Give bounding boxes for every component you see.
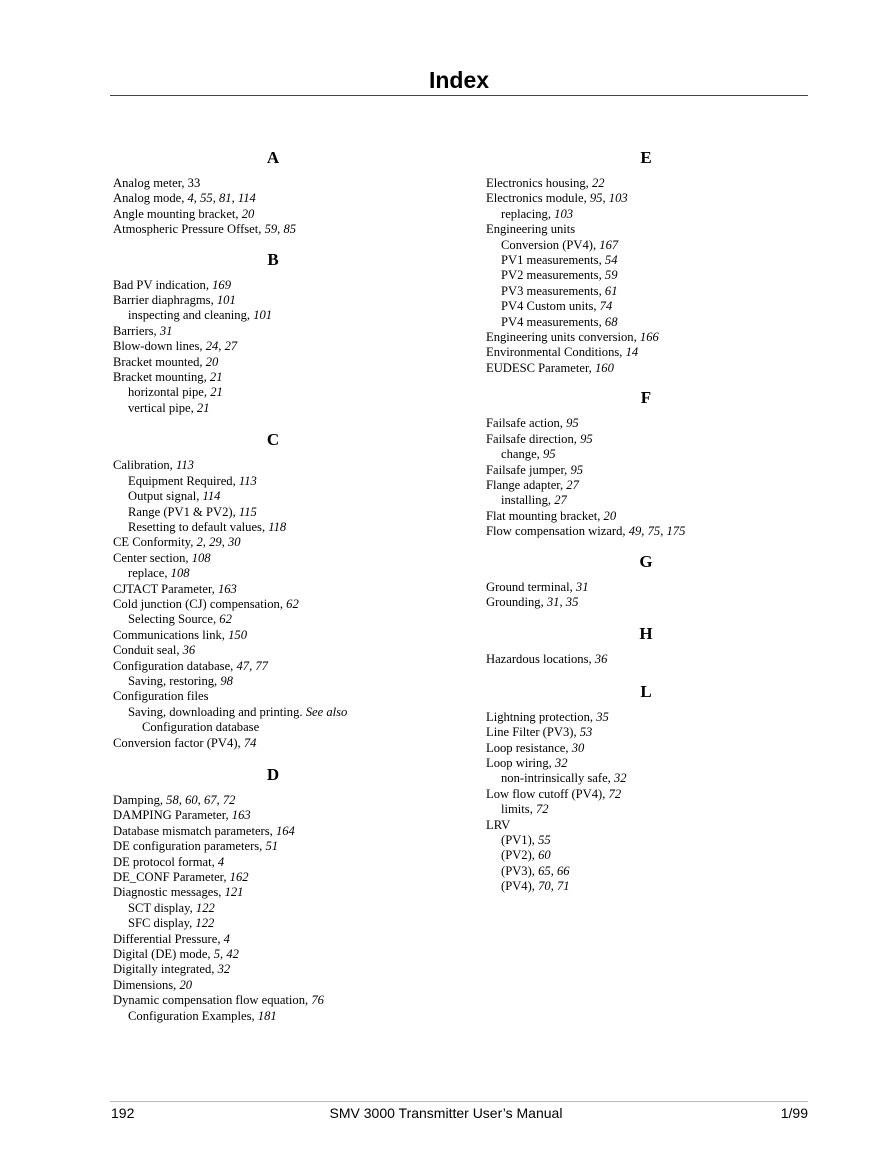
page-reference: 101 [216, 293, 236, 308]
page-reference: 20 [603, 508, 617, 523]
section-letter: C [266, 430, 280, 450]
index-entry: Configuration database, 47, 77 [113, 658, 268, 673]
page-reference: 103 [608, 191, 628, 206]
entry-term: Configuration Examples, [128, 1008, 258, 1023]
page-reference: 95 [570, 462, 584, 477]
page-reference: 59 [264, 222, 278, 237]
page-reference: 31 [546, 594, 560, 609]
page-reference: 32 [217, 962, 231, 977]
entry-term: LRV [486, 817, 511, 832]
entry-term: replace, [128, 566, 171, 581]
entry-term: Dimensions, [113, 977, 180, 992]
page-reference: 95 [566, 416, 579, 431]
index-section-l [486, 682, 826, 895]
index-entry [486, 361, 826, 376]
entry-term: Electronics housing, [486, 176, 592, 190]
index-entry [113, 705, 453, 720]
page-reference: 5 [213, 947, 221, 962]
page-reference: 67 [203, 793, 217, 807]
page-reference: 60 [185, 793, 198, 807]
entry-term: Bracket mounted, [113, 354, 206, 369]
entry-term: Failsafe direction, [486, 431, 581, 446]
entry-term: Conversion (PV4), [501, 237, 600, 252]
entry-term: PV2 measurements, [501, 268, 605, 283]
index-entry [113, 720, 453, 735]
page-reference: 114 [202, 489, 221, 504]
index-entry [486, 802, 826, 817]
page-reference: 47 [236, 658, 250, 673]
index-section-e [486, 148, 826, 376]
page-reference: 150 [228, 627, 247, 642]
entry-term: Dynamic compensation flow equation, [113, 993, 312, 1008]
index-entry: Flow compensation wizard, 49, 75, 175 [486, 524, 686, 539]
entry-term: DAMPING Parameter, [113, 808, 232, 823]
entry-term: Analog mode, [113, 191, 188, 206]
page-reference: 95 [580, 431, 593, 446]
index-entry [113, 597, 453, 612]
page-reference: 70 [538, 879, 551, 894]
index-entry [486, 787, 826, 802]
index-entry: CE Conformity, 2, 29, 30 [113, 535, 241, 550]
entry-term: replacing, [501, 206, 555, 221]
footer-page-number: 192 [111, 1105, 135, 1121]
index-entry: Damping, 58, 60, 67, 72 [113, 793, 236, 807]
index-entry [113, 885, 453, 900]
page-reference: 108 [191, 550, 211, 565]
index-entry [486, 345, 826, 360]
index-entry [113, 474, 453, 489]
index-entry [486, 710, 826, 725]
index-entry: Blow-down lines, 24, 27 [113, 339, 238, 354]
index-column-left [113, 148, 453, 1024]
entry-term: CJTACT Parameter, [113, 581, 218, 596]
index-entry [113, 355, 453, 370]
index-entry [486, 493, 826, 508]
entry-term: PV1 measurements, [501, 253, 605, 268]
entry-term: Lightning protection, [486, 709, 597, 724]
page-reference: 31 [159, 323, 173, 338]
page-reference: 68 [604, 314, 618, 329]
entry-term: Flow compensation wizard, [486, 524, 629, 539]
page-reference: 122 [195, 900, 215, 915]
entry-term: Loop resistance, [486, 740, 572, 755]
entry-term: Engineering units conversion, [486, 330, 640, 345]
entry-term: SCT display, [128, 900, 196, 915]
entry-term: Failsafe action, [486, 416, 567, 431]
index-section-c [113, 430, 453, 751]
index-entry [113, 207, 453, 222]
index-entry [113, 674, 453, 689]
page-reference: 51 [265, 839, 279, 854]
page-reference: 55 [538, 833, 551, 847]
index-entry [113, 278, 453, 293]
entry-term: DE_CONF Parameter, [113, 870, 230, 885]
page-reference: 27 [554, 493, 567, 508]
index-entry [113, 551, 453, 566]
entry-term: Ground terminal, [486, 579, 576, 594]
index-entry [113, 689, 453, 704]
entry-term: Flat mounting bracket, [486, 508, 604, 523]
entry-term: Failsafe jumper, [486, 462, 571, 477]
footer-divider [110, 1101, 808, 1102]
entry-term: (PV2), [501, 848, 539, 863]
entry-term: Digitally integrated, [113, 962, 218, 977]
index-entry: (PV3), 65, 66 [501, 863, 570, 878]
page-reference: 85 [283, 222, 297, 237]
index-entry [113, 324, 453, 339]
entry-term: DE protocol format, [113, 854, 218, 869]
entry-term: Blow-down lines, [113, 339, 206, 354]
entry-term: Conduit seal, [113, 643, 183, 658]
page-reference: 36 [594, 652, 608, 667]
page-reference: 35 [565, 594, 579, 609]
page-reference: 72 [222, 793, 236, 807]
index-entry [113, 612, 453, 627]
entry-term: Digital (DE) mode, [113, 947, 214, 962]
page-reference: 54 [604, 253, 618, 268]
entry-term: Range (PV1 & PV2), [128, 504, 239, 519]
page-reference: 72 [536, 802, 549, 817]
page-reference: 164 [275, 823, 295, 838]
page-reference: 65 [538, 863, 551, 878]
page-reference: 20 [241, 206, 255, 221]
page-reference: 101 [253, 308, 273, 323]
index-entry [486, 478, 826, 493]
page-reference: 66 [556, 863, 570, 878]
entry-term: Cold junction (CJ) compensation, [113, 596, 287, 611]
page-reference: 59 [604, 268, 618, 283]
page-reference: 167 [599, 237, 619, 252]
entry-term: Configuration database [142, 720, 260, 735]
entry-term: Saving, downloading and printing. [128, 704, 306, 719]
page-title: Index [428, 67, 490, 93]
index-entry [113, 176, 453, 191]
page-reference: 36 [182, 643, 196, 658]
index-entry [113, 370, 453, 385]
page-reference: 22 [591, 176, 605, 190]
page-reference: 122 [195, 916, 215, 931]
index-entry [113, 308, 453, 323]
page-reference: 4 [187, 191, 194, 206]
index-entry [113, 962, 453, 977]
section-letter: F [640, 388, 652, 408]
index-entry [113, 401, 453, 416]
entry-term: Resetting to default values, [128, 519, 269, 534]
entry-term: (PV1), [501, 833, 539, 847]
index-entry [113, 808, 453, 823]
page-reference: 20 [179, 977, 193, 992]
index-entry [113, 520, 453, 535]
entry-term: Loop wiring, [486, 755, 555, 770]
footer-manual-title: SMV 3000 Transmitter User’s Manual [329, 1105, 563, 1121]
entry-term: Differential Pressure, [113, 931, 224, 946]
entry-term: PV4 Custom units, [501, 299, 600, 314]
index-entry [113, 993, 453, 1008]
entry-term: PV3 measurements, [501, 283, 605, 298]
page-reference: 74 [243, 735, 257, 750]
entry-term: EUDESC Parameter, [486, 360, 595, 375]
entry-term: Hazardous locations, [486, 652, 595, 667]
index-entry: Grounding, 31, 35 [486, 594, 579, 609]
page-reference: 95 [589, 191, 603, 206]
section-letter: H [639, 624, 653, 644]
index-entry [113, 855, 453, 870]
page-reference: 42 [226, 947, 239, 962]
page-reference: 55 [200, 191, 213, 206]
see-also-reference: See also [305, 704, 348, 719]
title-divider [110, 95, 808, 96]
page-reference: 21 [196, 400, 210, 415]
index-entry [486, 253, 826, 268]
entry-term: Calibration, [113, 458, 176, 473]
index-entry [113, 489, 453, 504]
page-reference: 2 [196, 535, 203, 550]
index-entry [486, 176, 826, 191]
page-reference: 81 [218, 191, 232, 206]
index-entry [486, 268, 826, 283]
page-reference: 30 [571, 740, 585, 755]
page-reference: 24 [205, 339, 219, 354]
section-letter: B [267, 249, 279, 269]
page-reference: 61 [604, 283, 618, 298]
entry-term: Barriers, [113, 323, 160, 338]
index-entry [486, 580, 826, 595]
index-entry [486, 432, 826, 447]
entry-term: Communications link, [113, 627, 229, 642]
index-entry [486, 463, 826, 478]
page-reference: 53 [579, 725, 593, 740]
index-section-b [113, 250, 453, 417]
page-reference: 27 [224, 339, 238, 354]
entry-term: Diagnostic messages, [113, 885, 225, 900]
index-entry [486, 725, 826, 740]
entry-term: Damping, [113, 793, 167, 807]
index-entry: Analog mode, 4, 55, 81, 114 [113, 191, 256, 206]
entry-term: PV4 measurements, [501, 314, 605, 329]
index-entry [113, 643, 453, 658]
index-entry [113, 870, 453, 885]
page-reference: 76 [311, 993, 324, 1008]
page-reference: 114 [237, 191, 256, 206]
index-entry [113, 1009, 453, 1024]
page-reference: 31 [575, 579, 589, 594]
index-entry [113, 628, 453, 643]
index-entry [113, 385, 453, 400]
index-entry [113, 458, 453, 473]
page-reference: 113 [175, 458, 194, 473]
entry-term: CE Conformity, [113, 535, 197, 550]
index-entry: Digital (DE) mode, 5, 42 [113, 947, 239, 962]
page-reference: 77 [255, 658, 268, 673]
entry-term: Equipment Required, [128, 473, 239, 488]
index-entry [113, 505, 453, 520]
index-entry [486, 509, 826, 524]
index-entry [486, 222, 826, 237]
section-letter: D [266, 765, 280, 784]
index-entry [486, 818, 826, 833]
page-reference: 49 [628, 524, 642, 539]
page-reference: 71 [556, 879, 570, 894]
page-reference: 113 [238, 473, 257, 488]
index-entry [113, 901, 453, 916]
page-reference: 72 [608, 786, 622, 801]
index-entry [486, 771, 826, 786]
index-section-g [486, 552, 826, 611]
page-reference: 160 [594, 360, 614, 375]
index-section-f [486, 388, 826, 539]
page-reference: 74 [599, 299, 613, 314]
entry-term: Analog meter, 33 [113, 176, 201, 190]
entry-term: Barrier diaphragms, [113, 293, 217, 308]
section-letter: A [266, 148, 280, 167]
index-entry [486, 207, 826, 222]
page-reference: 14 [625, 345, 639, 360]
page-reference: 58 [166, 793, 179, 807]
page-reference: 29 [209, 535, 222, 550]
index-entry [486, 284, 826, 299]
section-letter: E [640, 148, 652, 167]
index-entry [113, 566, 453, 581]
page-reference: 163 [231, 808, 251, 823]
index-section-h [486, 624, 826, 667]
entry-term: Database mismatch parameters, [113, 823, 276, 838]
entry-term: DE configuration parameters, [113, 839, 266, 854]
page-reference: 166 [639, 330, 659, 345]
page-reference: 62 [286, 596, 299, 611]
entry-term: Conversion factor (PV4), [113, 735, 244, 750]
entry-term: installing, [501, 493, 555, 508]
index-section-a [113, 148, 453, 238]
index-entry [113, 916, 453, 931]
page-reference: 108 [170, 566, 190, 581]
index-section-d [113, 765, 453, 1024]
entry-term: Bad PV indication, [113, 277, 213, 292]
entry-term: Line Filter (PV3), [486, 725, 580, 740]
entry-term: Atmospheric Pressure Offset, [113, 222, 265, 237]
entry-term: (PV4), [501, 879, 539, 894]
entry-term: Electronics module, [486, 191, 590, 206]
entry-term: Grounding, [486, 594, 547, 609]
entry-term: Angle mounting bracket, [113, 206, 242, 221]
page-reference: 121 [224, 885, 244, 900]
entry-term: Output signal, [128, 489, 203, 504]
entry-term: Environmental Conditions, [486, 345, 626, 360]
entry-term: limits, [501, 802, 536, 817]
section-letter: G [639, 551, 653, 571]
page-reference: 162 [229, 870, 249, 885]
page-reference: 163 [217, 581, 237, 596]
page-reference: 35 [596, 709, 609, 724]
index-entry [486, 238, 826, 253]
index-entry [113, 736, 453, 751]
entry-term: Flange adapter, [486, 477, 567, 492]
entry-term: SFC display, [128, 916, 196, 931]
page-reference: 95 [542, 447, 556, 462]
page-reference: 21 [210, 385, 223, 400]
page-reference: 118 [268, 519, 287, 534]
index-entry [486, 848, 826, 863]
entry-term: Center section, [113, 550, 192, 565]
index-entry [113, 932, 453, 947]
page-reference: 27 [566, 477, 579, 492]
page-reference: 32 [613, 771, 627, 786]
page-reference: 30 [227, 535, 241, 550]
index-entry: Electronics module, 95, 103 [486, 191, 628, 206]
page-reference: 4 [217, 854, 225, 869]
index-entry [113, 582, 453, 597]
page-reference: 4 [223, 931, 230, 946]
page-reference: 103 [554, 206, 574, 221]
index-entry [113, 978, 453, 993]
footer-date: 1/99 [780, 1105, 808, 1121]
index-column-right [486, 148, 826, 895]
index-entry [486, 756, 826, 771]
entry-term: Bracket mounting, [113, 370, 210, 385]
entry-term: Saving, restoring, [128, 673, 221, 688]
index-entry [113, 293, 453, 308]
page-reference: 98 [220, 673, 233, 688]
page-reference: 62 [219, 612, 232, 627]
index-entry: Atmospheric Pressure Offset, 59, 85 [113, 222, 297, 237]
entry-term: Configuration files [113, 689, 209, 704]
page-reference: 20 [205, 354, 219, 369]
index-entry [486, 741, 826, 756]
page-reference: 21 [209, 370, 223, 385]
page-reference: 60 [538, 848, 551, 863]
entry-term: vertical pipe, [128, 400, 197, 415]
index-entry [486, 299, 826, 314]
index-entry [486, 652, 826, 667]
index-entry [486, 833, 826, 848]
index-entry [113, 839, 453, 854]
entry-term: (PV3), [501, 863, 539, 878]
page-reference: 175 [666, 524, 686, 539]
page-reference: 181 [257, 1008, 277, 1023]
page-reference: 75 [647, 524, 661, 539]
entry-term: non-intrinsically safe, [501, 771, 614, 786]
entry-term: Engineering units [486, 222, 576, 237]
page-reference: 169 [212, 277, 232, 292]
page-reference: 32 [554, 755, 568, 770]
entry-term: Low flow cutoff (PV4), [486, 786, 609, 801]
page-reference: 115 [238, 504, 257, 519]
entry-term: inspecting and cleaning, [128, 308, 254, 323]
entry-term: Configuration database, [113, 658, 237, 673]
entry-term: horizontal pipe, [128, 385, 211, 400]
entry-term: change, [501, 447, 543, 462]
index-entry [486, 416, 826, 431]
index-entry [486, 330, 826, 345]
section-letter: L [640, 681, 652, 701]
index-entry [113, 824, 453, 839]
index-entry: (PV4), 70, 71 [501, 879, 570, 894]
index-entry [486, 315, 826, 330]
entry-term: Selecting Source, [128, 612, 220, 627]
index-entry [486, 447, 826, 462]
